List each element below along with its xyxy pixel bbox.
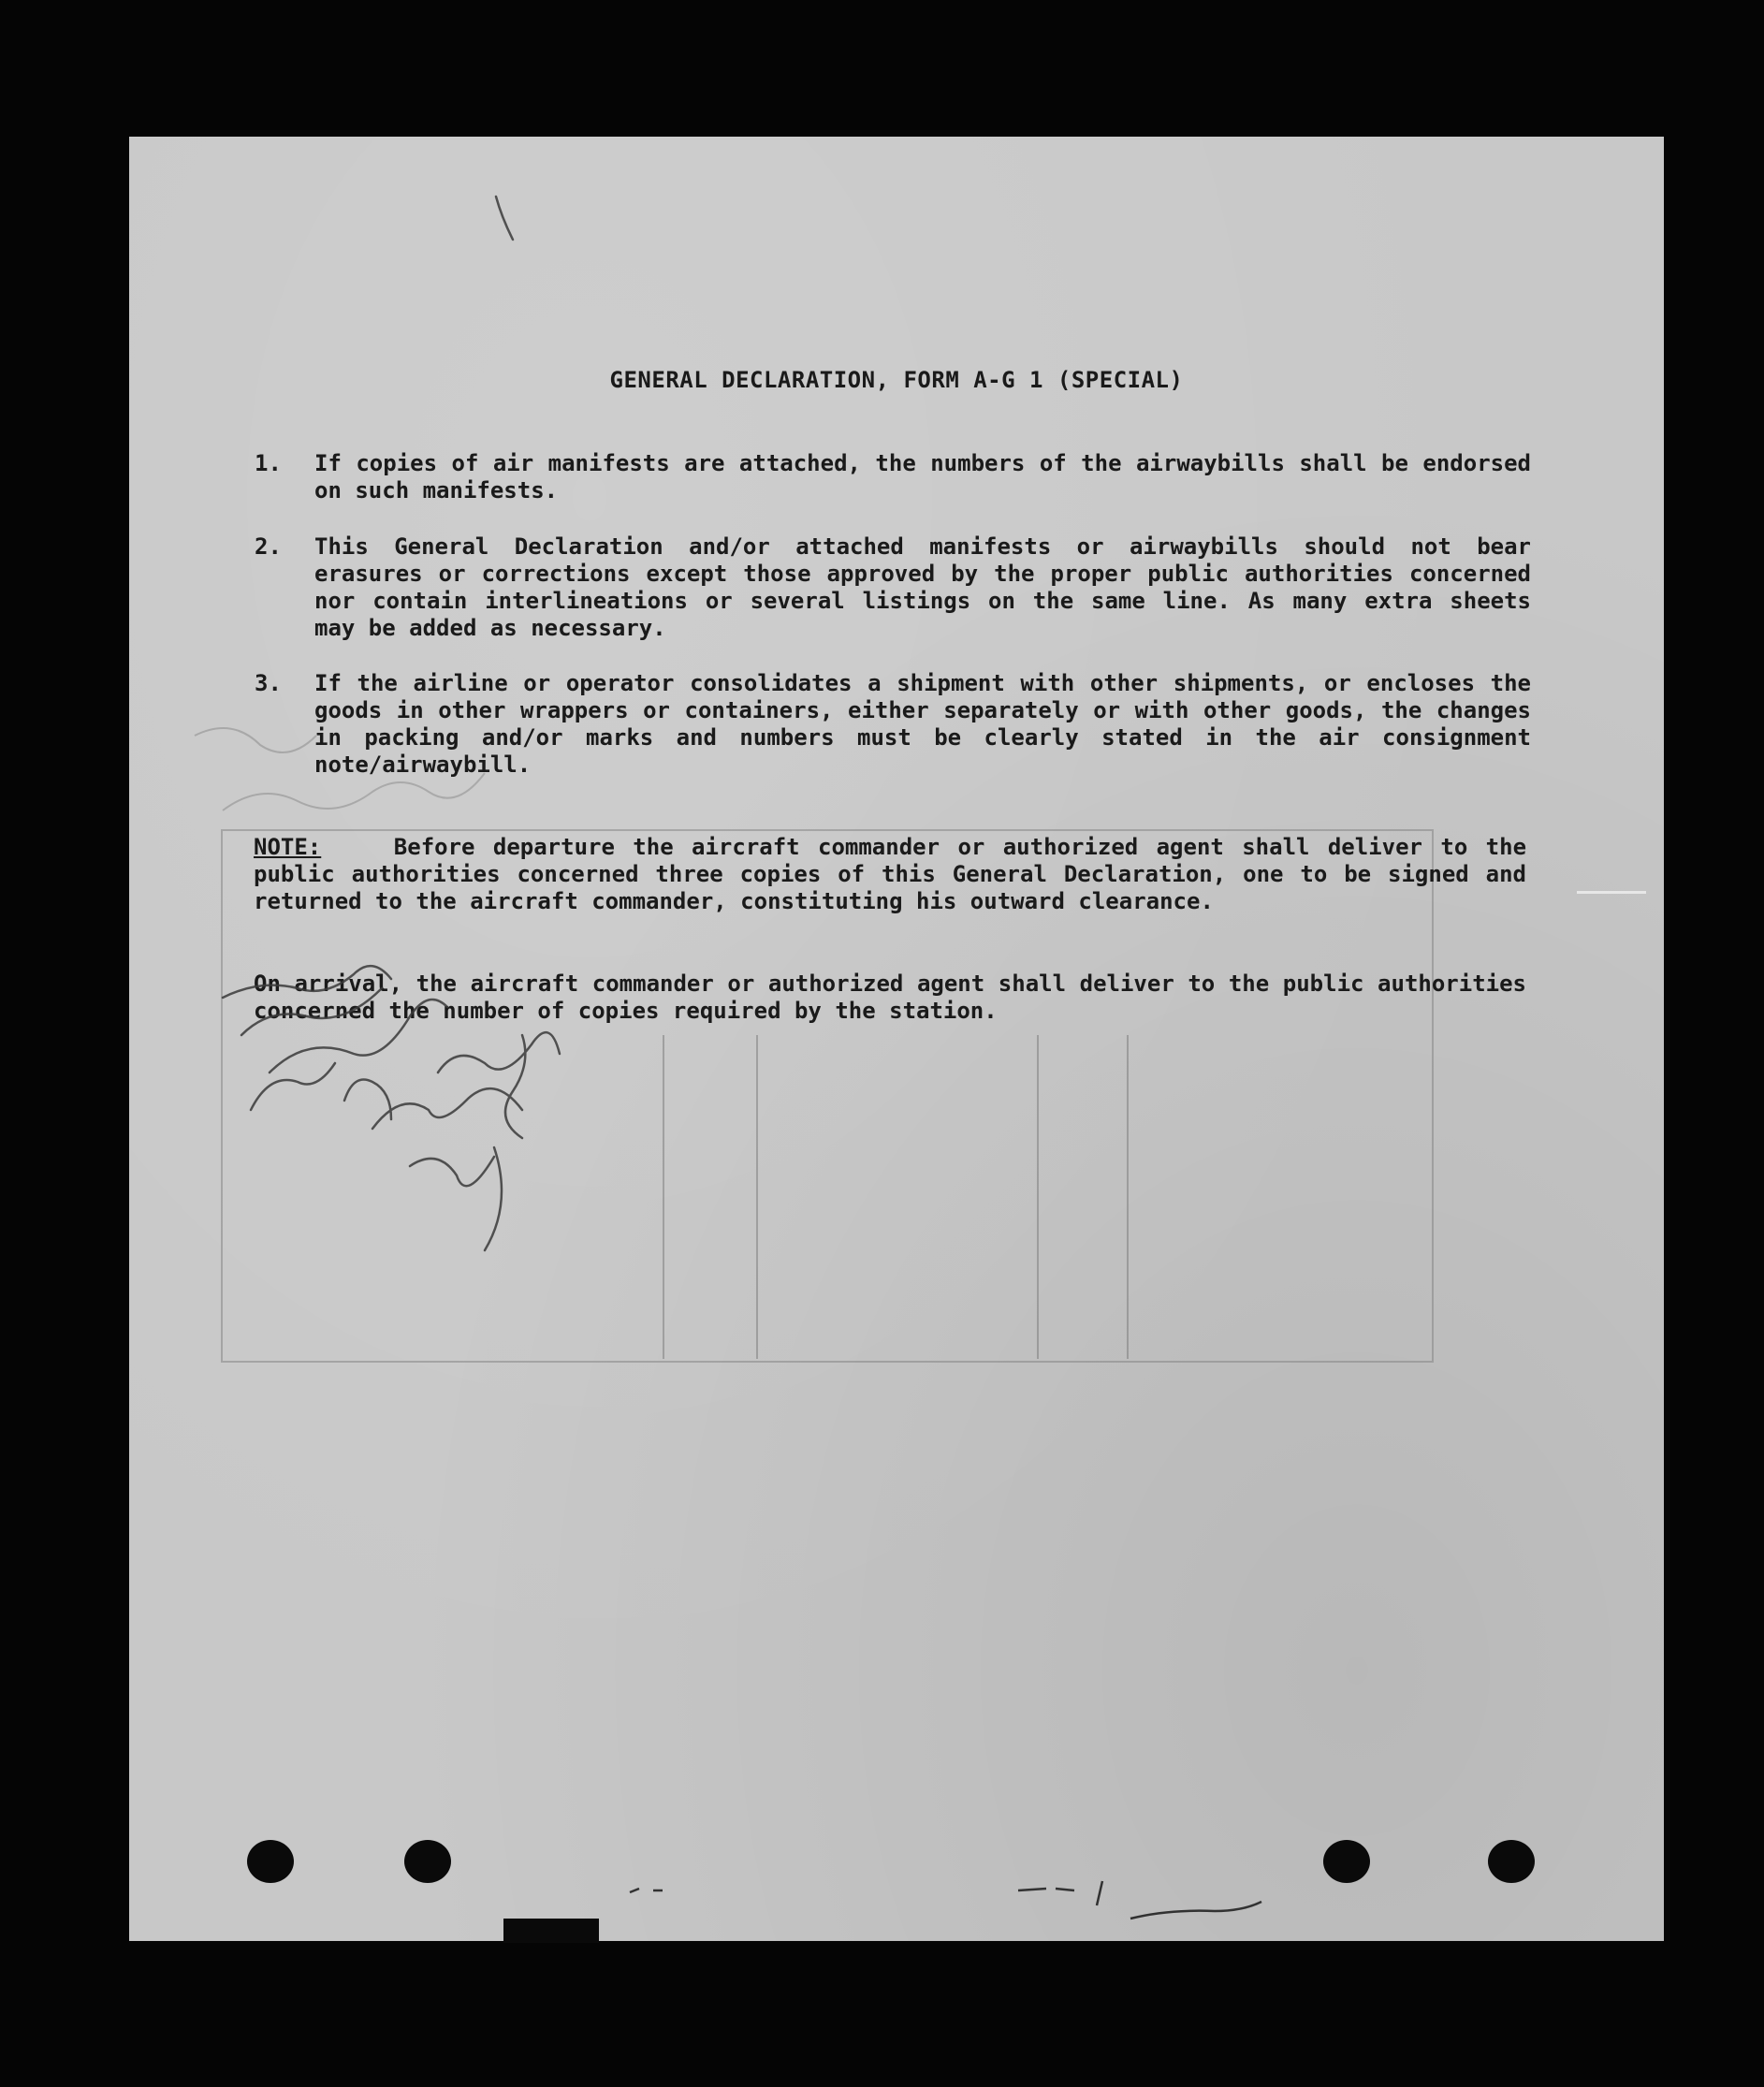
- note-text: Before departure the aircraft commander or authorized agent shall deliver to the public authorities concerned three copies of this General Declaration, one to be signed and returned to the aircraft commander, constituting his outward clearance.: [254, 834, 1527, 914]
- document-page: [129, 137, 1664, 1941]
- handwritten-annotation-icon: [129, 137, 1664, 1941]
- list-item-text: If the airline or operator consolidates a shipment with other shipments, or encloses the goods in other wrappers or containers, either separately or with other goods, the changes in packing and/or marks and numbers must be clearly stated in the air consignment note/airwaybill.: [314, 670, 1531, 778]
- document-title: GENERAL DECLARATION, FORM A-G 1 (SPECIAL): [609, 367, 1184, 393]
- list-item-number: 1.: [255, 450, 282, 476]
- list-item-text: This General Declaration and/or attached manifests or airwaybills should not bear erasures or corrections except those approved by the proper public authorities concerned nor contain interlineations or several listings on the same line. As many extra sheets may be added as necessary.: [314, 533, 1531, 641]
- page-tab-notch: [503, 1919, 599, 1943]
- binder-hole: [247, 1840, 294, 1883]
- note-label: NOTE:: [254, 834, 322, 860]
- list-item-number: 3.: [255, 670, 282, 696]
- arrival-note: On arrival, the aircraft commander or authorized agent shall deliver to the public authorities concerned the number of copies required by the station.: [254, 971, 1526, 1024]
- scan-artifact: [1577, 891, 1646, 894]
- list-item-number: 2.: [255, 533, 282, 560]
- binder-hole: [1323, 1840, 1370, 1883]
- list-item-text: If copies of air manifests are attached, the numbers of the airwaybills shall be endorsed on such manifests.: [314, 450, 1531, 504]
- binder-hole: [404, 1840, 451, 1883]
- binder-hole: [1488, 1840, 1535, 1883]
